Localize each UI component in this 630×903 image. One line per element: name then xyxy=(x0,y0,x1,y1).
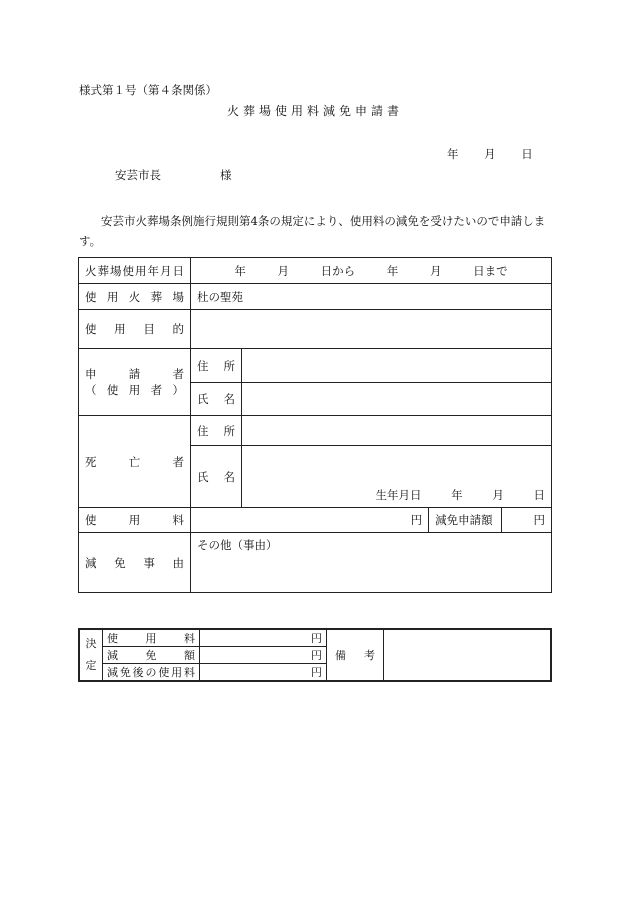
fee-label: 使用料 xyxy=(79,508,191,533)
decision-reduction-field xyxy=(200,647,327,664)
decision-after-label: 減免後の使用料 xyxy=(103,664,200,682)
applicant-label-cell xyxy=(79,349,191,416)
body-text: 安芸市火葬場条例施行規則第4条の規定により、使用料の減免を受けたいので申請します。 xyxy=(79,214,546,248)
remarks-label: 備考 xyxy=(327,629,384,681)
reason-other: その他（事由） xyxy=(191,533,552,593)
document-title: 火葬場使用料減免申請書 xyxy=(226,104,403,118)
applicant-address-label: 住所 xyxy=(191,349,242,383)
deceased-address-label: 住所 xyxy=(191,416,242,446)
remarks-field xyxy=(384,629,552,681)
applicant-address-field xyxy=(242,349,552,383)
form-number: 様式第１号（第４条関係） xyxy=(79,83,217,97)
decision-fee-label: 使用料 xyxy=(103,629,200,647)
reduction-amount-field xyxy=(502,508,552,533)
decision-after-yen: 円 xyxy=(311,666,322,679)
decision-label xyxy=(79,629,103,681)
fee-field xyxy=(191,508,429,533)
decision-table xyxy=(78,628,552,682)
reason-label: 減免事由 xyxy=(79,533,191,593)
application-table xyxy=(78,257,552,593)
decision-char-2: 定 xyxy=(85,659,97,672)
deceased-address-field xyxy=(242,416,552,446)
use-date-label: 火葬場使用年月日 xyxy=(79,258,191,284)
facility-value: 杜の聖苑 xyxy=(191,284,552,310)
reduction-yen: 円 xyxy=(533,513,545,527)
decision-reduction-yen: 円 xyxy=(311,649,322,662)
honorific: 様 xyxy=(220,168,232,182)
decision-fee-yen: 円 xyxy=(311,632,322,645)
fee-yen: 円 xyxy=(410,513,423,527)
decision-after-field xyxy=(200,664,327,682)
use-date-range: 年 月 日から 年 月 日まで xyxy=(191,258,552,284)
applicant-sub-label: （使用者） xyxy=(85,383,184,397)
decision-reduction-label: 減免額 xyxy=(103,647,200,664)
applicant-label: 申請者 xyxy=(85,367,184,381)
birth-date: 生年月日 年 月 日 xyxy=(242,446,552,508)
applicant-name-label: 氏名 xyxy=(191,383,242,416)
facility-label: 使用火葬場 xyxy=(79,284,191,310)
date-line: 年 月 日 xyxy=(447,147,533,161)
addressee: 安芸市長 xyxy=(115,168,161,182)
purpose-field xyxy=(191,310,552,349)
purpose-label: 使用目的 xyxy=(79,310,191,349)
applicant-name-field xyxy=(242,383,552,416)
reduction-amount-label: 減免申請額 xyxy=(429,508,502,533)
deceased-label: 死亡者 xyxy=(79,416,191,508)
deceased-name-label: 氏名 xyxy=(191,446,242,508)
decision-char-1: 決 xyxy=(85,637,97,650)
decision-fee-field xyxy=(200,629,327,647)
